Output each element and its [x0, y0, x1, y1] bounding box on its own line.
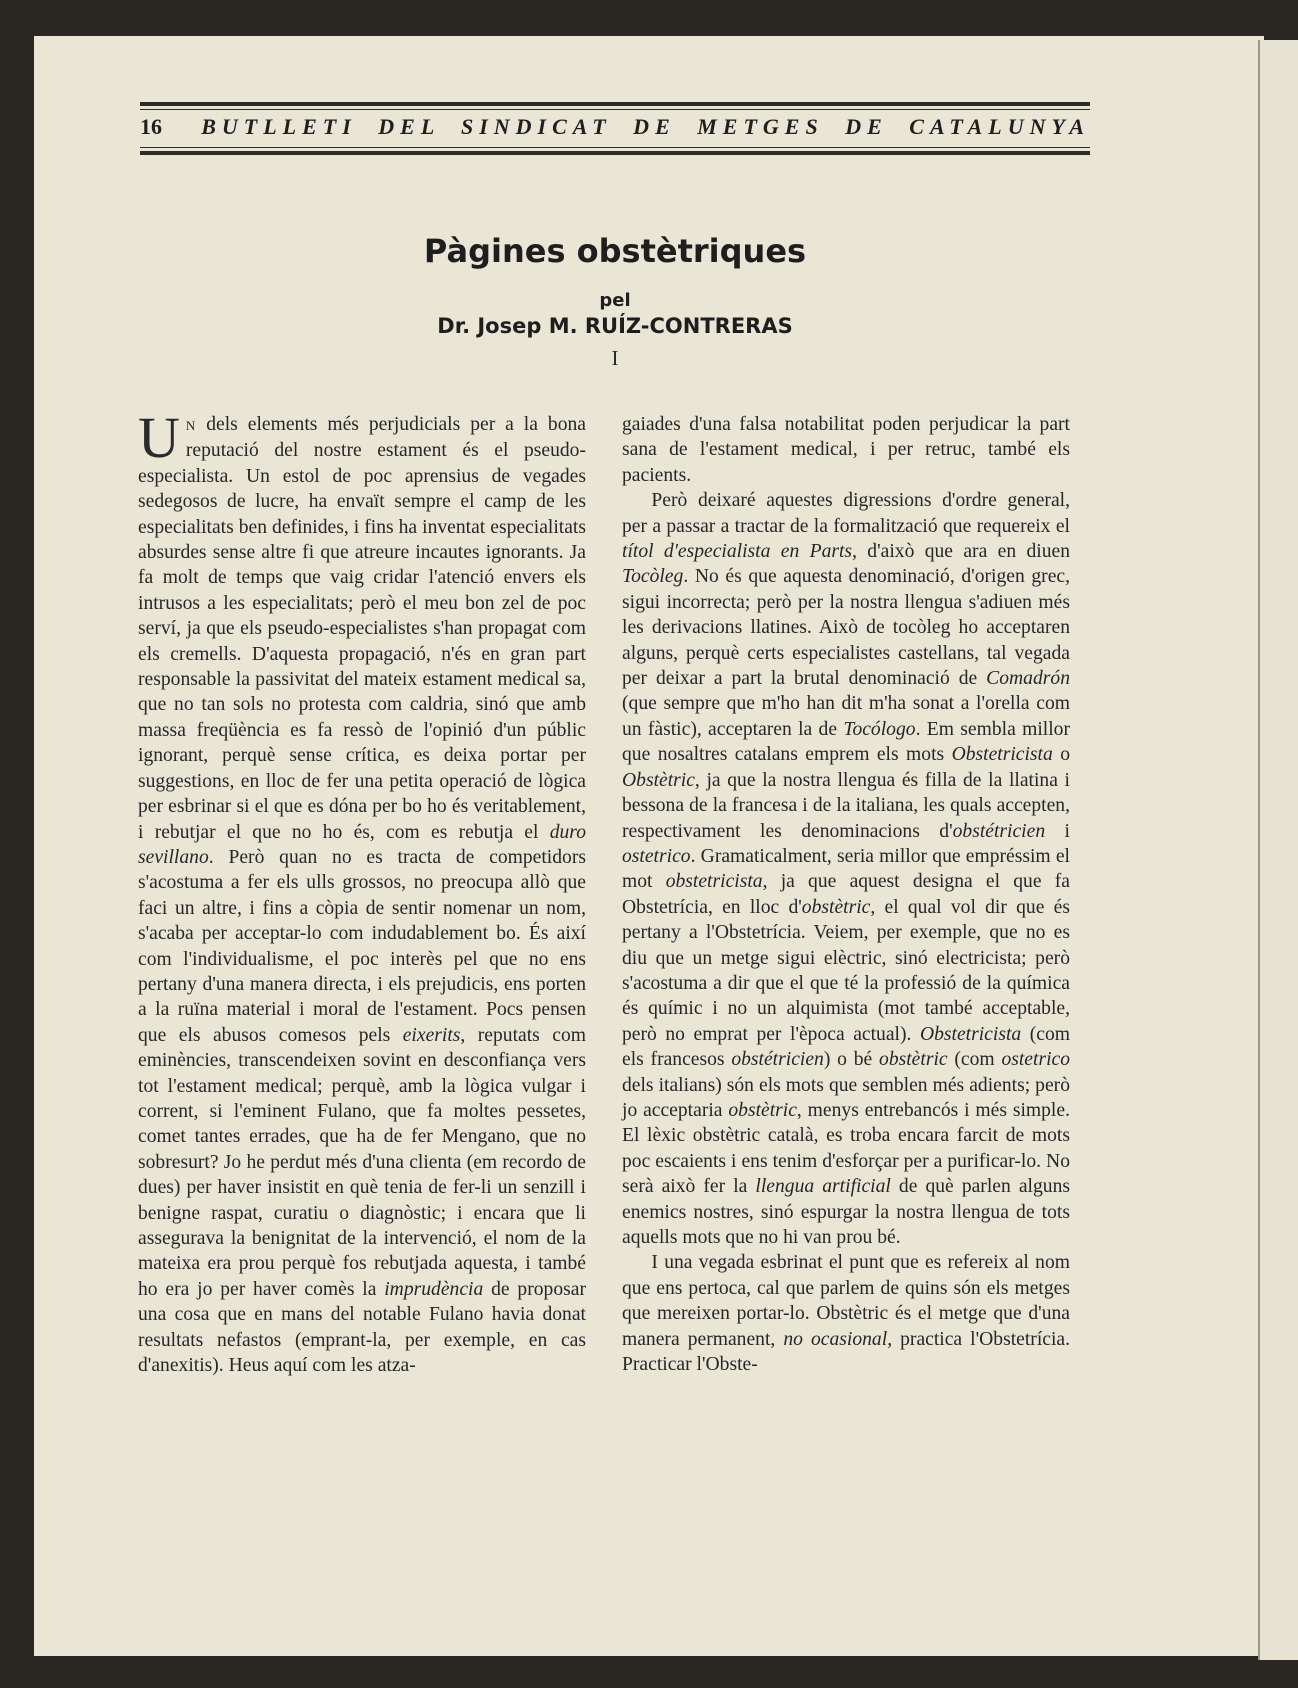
text-run: , practica l'Obstetrícia. Practicar l'Obste-: [622, 1328, 1071, 1376]
text-run: ) o bé: [823, 1049, 880, 1071]
text-run: i: [1045, 820, 1070, 842]
left-column: [138, 405, 586, 1378]
text-run: dels italians) són els mots que semblen més adients; però jo acceptaria: [622, 1074, 1070, 1121]
italic-term: obstetricista: [665, 871, 763, 893]
text-run: I una vegada esbrinat el punt que es refereix al nom que ens pertoca, cal que parlem de quins són els metges que mereixen portar-lo. Obstètric és el metge que d'una manera permanent,: [622, 1252, 1070, 1350]
text-run: Però deixaré aquestes digressions d'ordre general, per a passar a tractar de la formalització que requereix el: [622, 490, 1070, 537]
paragraph: [622, 1250, 1070, 1377]
text-run: . No és que aquesta denominació, d'origen grec, sigui incorrecta; però per la nostra llengua s'adiuen més les derivacions llatines. Això de tocòleg ho acceptaren alguns, perquè certs especialistes castellans, tal vegada per deixar a part la brutal denominació de: [622, 566, 1070, 690]
running-head: [140, 102, 1090, 155]
text-run: . Em sembla millor que nosaltres catalans emprem els mots: [622, 718, 1070, 766]
article-author: Dr. Josep M. RUÍZ-CONTRERAS: [437, 314, 793, 338]
text-run: (com: [947, 1049, 1002, 1071]
paragraph: [138, 405, 586, 1378]
italic-term: obstètric: [879, 1049, 948, 1071]
journal-title: BUTLLETI DEL SINDICAT DE METGES DE CATALUNYA: [201, 114, 1090, 139]
italic-term: obstètric: [801, 896, 871, 918]
header-rule-bottom-thin: [140, 147, 1090, 148]
header-rule-bottom: [140, 151, 1090, 155]
paragraph: [622, 488, 1070, 1250]
italic-term: Tocòleg: [622, 566, 684, 588]
right-column: [622, 412, 1070, 1377]
italic-term: eixerits: [402, 1024, 461, 1046]
byline-pel: pel: [599, 290, 631, 311]
text-run: o: [1052, 744, 1071, 766]
header-line: [140, 110, 1090, 144]
italic-term: Obstetricista: [951, 744, 1053, 766]
text-run: (que sempre que m'ho han dit m'ha sonat a l'orella com un fàstic), acceptaren la de: [622, 693, 1070, 740]
italic-term: obstétricien: [952, 820, 1046, 842]
italic-term: ostetrico: [1001, 1049, 1071, 1071]
text-run: , menys entrebancós i més simple. El lèxic obstètric català, es troba encara farcit de mots poc escaients i ens tenim d'esforçar per a purificar-lo. No serà això fer la: [622, 1099, 1070, 1198]
text-run: de què parlen alguns enemics nostres, sinó espurgar la nostra llengua de tots aquells mots que no hi van prou bé.: [622, 1176, 1070, 1248]
text-run: , reputats com eminències, transcendeixen sovint en desconfiança vers tot l'estament medical; perquè, amb la lògica vulgar i corrent, si l'eminent Fulano, que fa moltes pessetes, comet tantes errades, que ha de fer Mengano, que no sobresurt? Jo he perdut més d'una clienta (em recordo de dues) per haver insistit en què tenia de fer-li un senzill i benigne raspat, curatiu o diagnòstic; i encara que li assegurava la benignitat de la intervenció, el nom de la mateixa era prou perquè fos rebutjada aquesta, i també ho era jo per haver comès la: [138, 1024, 586, 1300]
italic-term: obstètric: [728, 1099, 797, 1121]
italic-term: Tocólogo: [843, 718, 916, 740]
header-rule-top: [140, 102, 1090, 106]
text-run: dels elements més perjudicials per a la bona reputació del nostre estament és el pseudo- especialista. Un estol de poc aprensius de vegades sedegosos de lucre, ha envaït sempre el camp de les especialitats ben definides, i fins ha inventat especialitats absurdes sense altre fi que atreure incautes ignorants. Ja fa molt de temps que vaig cridar l'atenció envers els intrusos a les especialitats; però el meu bon zel de poc serví, ja que els pseudo-especialistes s'han propagat com els cremells. D'aquesta propagació, n'és en gran part responsable la passivitat del mateix estament medical sa, que no tan sols no protesta com caldria, sinó que amb massa freqüència es fa ressò de l'opinió d'un públic ignorant, perquè sense crítica, es deixa portar per suggestions, en lloc de fer una petita operació de lògica per esbrinar si el que es dóna per bo ho és veritablement, i rebutjar el que no ho és, com es rebutja el: [138, 414, 586, 843]
drop-cap: U: [138, 405, 180, 470]
text-run: . Però quan no es tracta de competidors s'acostuma a fer els ulls grossos, no preocupa allò que faci un altre, i fins a còpia de sentir nomenar un nom, s'acaba per acceptar-lo com indudablement bo. És així com l'individualisme, el poc interès pel que no ens pertany d'una manera directa, i els prejudicis, ens porten a la ruïna material i moral de l'estament. Pocs pensen que els abusos comesos pels: [138, 846, 586, 1046]
paragraph: gaiades d'una falsa notabilitat poden perjudicar la part sana de l'estament medical, i per retruc, també els pacients.: [622, 414, 1070, 486]
italic-term: imprudència: [384, 1278, 484, 1300]
text-run: , ja que aquest designa el que fa Obstetrícia, en lloc d': [622, 871, 1070, 918]
text-run: (com els francesos: [622, 1023, 1070, 1071]
italic-term: no ocasional: [783, 1328, 888, 1350]
text-run: de proposar una cosa que en mans del notable Fulano havia donat resultats nefastos (emprant-la, per exemple, en cas d'anexitis). Heus aquí com les atza-: [138, 1278, 586, 1377]
italic-term: obstétricien: [731, 1049, 824, 1071]
text-run: . Gramaticalment, seria millor que empréssim el mot: [622, 845, 1070, 893]
adjacent-page-edge: [1258, 40, 1298, 1660]
italic-term: títol d'especialista en Parts: [622, 541, 853, 563]
italic-term: llengua artificial: [755, 1176, 891, 1198]
italic-term: ostetrico: [622, 845, 691, 867]
text-run: , el qual vol dir que és pertany a l'Obstetrícia. Veiem, per exemple, que no es diu que un metge sigui elèctric, sinó electricista; però s'acostuma a dir que el que té la professió de la química és químic i no un alquimista (mot també acceptable, però no emprat per l'època actual).: [622, 896, 1070, 1045]
italic-term: Comadrón: [986, 668, 1070, 690]
italic-term: Obstètric: [622, 769, 695, 791]
italic-term: duro sevillano: [138, 821, 586, 868]
section-number: I: [611, 346, 619, 370]
text-run: , ja que la nostra llengua és filla de la llatina i bessona de la francesa i de la italiana, les quals accepten, respectivament les denominacions d': [622, 769, 1070, 842]
text-run: , d'això que ara en diuen: [852, 541, 1070, 563]
article-title: Pàgines obstètriques: [423, 232, 807, 270]
small-cap: N: [185, 418, 197, 433]
page-number: 16: [140, 114, 162, 139]
italic-term: Obstetricista: [919, 1023, 1022, 1045]
